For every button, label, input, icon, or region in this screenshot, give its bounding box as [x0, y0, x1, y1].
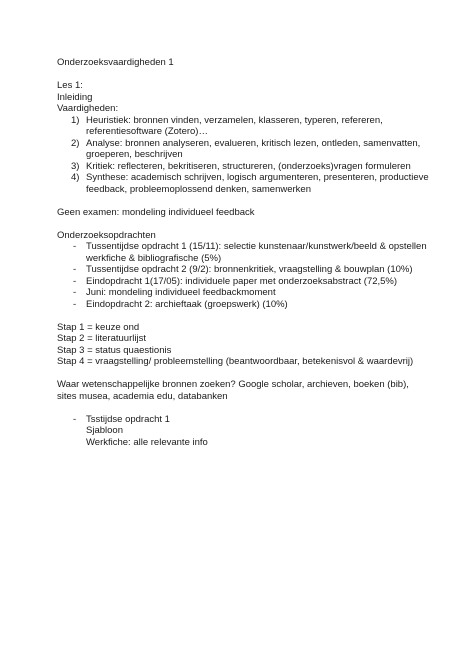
assignments-heading: Onderzoeksopdrachten — [57, 229, 156, 241]
sources-question: Waar wetenschappelijke bronnen zoeken? Google scholar, archieven, boeken (bib), sites musea, academia edu, databanken — [57, 379, 409, 402]
skill-item — [57, 115, 429, 138]
assignment-item — [57, 276, 429, 288]
final-item-text: Tsstijdse opdracht 1 — [86, 413, 170, 425]
steps-list — [57, 322, 429, 368]
skill-text: Analyse: bronnen analyseren, evalueren, kritisch lezen, ontleden, samenvatten, groeperen, beschrijven — [86, 137, 421, 160]
skill-text: Heuristiek: bronnen vinden, verzamelen, klasseren, typeren, refereren, referentiesoftware (Zotero)… — [86, 114, 383, 137]
skill-text: Kritiek: reflecteren, bekritiseren, structureren, (onderzoeks)vragen formuleren — [86, 160, 411, 172]
assignment-text: Eindopdracht 2: archieftaak (groepswerk) (10%) — [86, 298, 288, 310]
assignment-text: Tussentijdse opdracht 1 (15/11): selectie kunstenaar/kunstwerk/beeld & opstellen werkfiche & bibliografische (5%) — [86, 241, 427, 264]
skill-number: 4) — [71, 172, 80, 183]
assignment-item — [57, 241, 429, 264]
exam-note: Geen examen: mondeling individueel feedback — [57, 206, 255, 218]
step-line: Stap 1 = keuze ond — [57, 321, 140, 333]
skill-text: Synthese: academisch schrijven, logisch argumenteren, presenteren, productieve feedback, probleemoplossend denken, samenwerken — [86, 172, 429, 195]
skills-list — [57, 115, 429, 196]
final-sub-line: Sjabloon — [86, 425, 123, 436]
bullet-dash: - — [73, 287, 77, 298]
step-line: Stap 4 = vraagstelling/ probleemstelling (beantwoordbaar, betekenisvol & waardevrij) — [57, 356, 414, 367]
final-sub-line: Werkfiche: alle relevante info — [86, 436, 208, 448]
bullet-dash: - — [73, 275, 77, 287]
step-line: Stap 3 = status quaestionis — [57, 344, 172, 356]
assignment-text: Juni: mondeling individueel feedbackmoment — [86, 287, 276, 298]
assignment-text: Eindopdracht 1(17/05): individuele paper met onderzoeksabstract (72,5%) — [86, 275, 398, 287]
final-item — [57, 414, 429, 449]
intro-line: Inleiding — [57, 91, 93, 103]
document-title: Onderzoeksvaardigheden 1 — [57, 57, 174, 68]
assignment-item — [57, 264, 429, 276]
skills-heading: Vaardigheden: — [57, 103, 119, 114]
skill-number: 1) — [71, 114, 80, 126]
skill-number: 2) — [71, 137, 80, 149]
bullet-dash: - — [73, 241, 77, 252]
skill-item — [57, 172, 429, 195]
assignment-item — [57, 287, 429, 299]
document-body — [57, 57, 429, 448]
skill-number: 3) — [71, 160, 80, 172]
assignment-item — [57, 299, 429, 311]
assignment-text: Tussentijdse opdracht 2 (9/2): bronnenkritiek, vraagstelling & bouwplan (10%) — [86, 264, 413, 275]
step-line: Stap 2 = literatuurlijst — [57, 333, 146, 344]
lesson-heading: Les 1: — [57, 80, 83, 91]
bullet-dash: - — [73, 298, 77, 310]
skill-item — [57, 138, 429, 161]
skill-item — [57, 161, 429, 173]
bullet-dash: - — [73, 264, 77, 275]
assignments-list — [57, 241, 429, 310]
bullet-dash: - — [73, 413, 77, 425]
